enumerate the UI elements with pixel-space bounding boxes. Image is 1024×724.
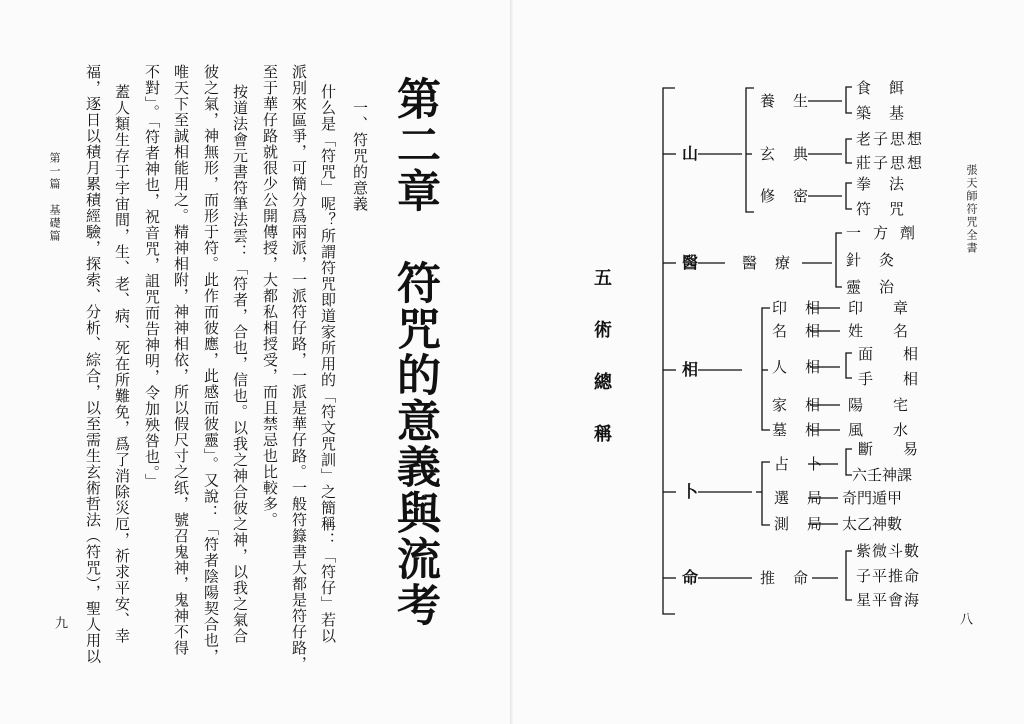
- text-column-7: 不對」。「符者神也，祝音咒，詛咒而告神明，令加殃咎也。」: [143, 64, 161, 490]
- tree-branch-xiang: 相: [682, 360, 707, 379]
- diagram-title: 五術總稱: [591, 268, 612, 476]
- tree-branch-ming: 命: [682, 568, 707, 587]
- tree-leaf-laozi: 老子思想: [856, 130, 925, 148]
- tree-node-yinxiang: 印相: [772, 299, 839, 317]
- tree-leaf-qimen: 奇門遁甲: [842, 489, 903, 507]
- left-page-number: 九: [52, 616, 67, 629]
- tree-leaf-yinzhang: 印章: [848, 299, 939, 317]
- chapter-title: 第二章 符咒的意義與流考: [389, 76, 440, 628]
- tree-node-renxiang: 人相: [772, 358, 839, 376]
- text-column-1: 什么是「符咒」呢？所謂符咒即道家所用的「符文咒訓」之簡稱：「符仔」若以: [319, 84, 337, 644]
- tree-leaf-fengshui: 風水: [848, 421, 939, 439]
- tree-node-muxiang: 墓相: [772, 421, 839, 439]
- section-heading: 一、符咒的意義: [351, 100, 369, 212]
- tree-branch-bu: 卜: [682, 482, 707, 501]
- tree-leaf-mianxiang: 面相: [858, 345, 949, 363]
- tree-leaf-zhu: 築基: [856, 104, 923, 122]
- tree-leaf-xingming: 姓名: [848, 322, 939, 340]
- tree-leaf-zhuangzi: 莊子思想: [856, 154, 925, 172]
- footer-section-label: 第一篇 基礎篇: [48, 152, 61, 243]
- tree-leaf-yangzhai: 陽宅: [848, 396, 939, 414]
- tree-leaf-liuren: 六壬神課: [852, 466, 913, 484]
- text-column-5: 彼之氣，神無形，而形于符。此作而彼應，此感而彼靈」。又說：「符者陰陽契合也，: [202, 64, 220, 665]
- tree-leaf-xingping: 星平會海: [856, 591, 921, 609]
- tree-node-yangsheng: 養生: [760, 92, 827, 110]
- right-page-number: 八: [957, 612, 972, 625]
- tree-node-mingxiang: 名相: [772, 322, 839, 340]
- tree-node-ceju: 測局: [774, 515, 841, 533]
- tree-leaf-lingzhi: 靈治: [846, 278, 913, 296]
- text-column-4: 按道法會元書符筆法雲：「符者，合也，信也。以我之神合彼之神，以我之氣合: [231, 84, 249, 644]
- tree-leaf-taiyi: 太乙神數: [842, 515, 903, 533]
- tree-leaf-quan: 拳法: [856, 175, 923, 193]
- tree-node-xuandian: 玄典: [760, 145, 827, 163]
- tree-node-xuanju: 選局: [774, 489, 841, 507]
- text-column-3: 至于華仔路就很少公開傳授，大都私相授受，而且禁忌也比較多。: [261, 64, 279, 528]
- tree-node-jiaxiang: 家相: [772, 396, 839, 414]
- tree-leaf-fangji: 一方劑: [846, 224, 928, 242]
- tree-leaf-duanyi: 斷易: [858, 440, 949, 458]
- text-column-9: 福，逐日以積月累積經驗，探索、分析、綜合，以至需生玄術哲法（符咒），聖人用以: [84, 64, 102, 665]
- tree-branch-yi: 醫: [682, 253, 707, 272]
- tree-leaf-fu: 符咒: [856, 200, 923, 218]
- tree-branch-shan: 山: [682, 144, 707, 163]
- tree-node-yiliao: 醫療: [742, 254, 809, 272]
- tree-leaf-ziping: 子平推命: [856, 567, 921, 585]
- tree-leaf-shi: 食餌: [856, 79, 923, 97]
- text-column-2: 派別來區爭，可簡分爲兩派，一派符仔路，一派是華仔路。一般符籙書大都是符仔路，: [290, 64, 308, 672]
- tree-leaf-zhenjiu: 針灸: [846, 251, 913, 269]
- tree-node-zhanbu: 占卜: [774, 455, 841, 473]
- running-header: 張天師符咒全書: [965, 164, 978, 255]
- tree-leaf-shouxiang: 手相: [858, 370, 949, 388]
- tree-node-xiumi: 修密: [760, 187, 827, 205]
- tree-node-tuiming: 推命: [760, 569, 827, 587]
- text-column-8: 蓋人類生存于宇宙間，生、老、病、死在所難免，爲了消除災厄，祈求平安、幸: [113, 84, 131, 644]
- tree-leaf-ziwei: 紫微斗數: [856, 542, 921, 560]
- text-column-6: 唯天下至誠相能用之。精神相附，神神相依，所以假尺寸之纸，號召鬼神，鬼神不得: [172, 64, 190, 656]
